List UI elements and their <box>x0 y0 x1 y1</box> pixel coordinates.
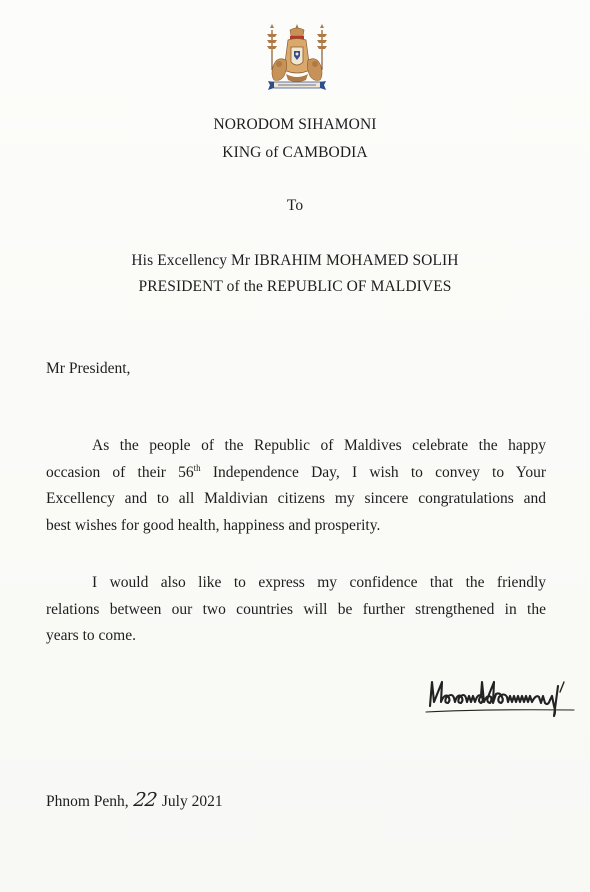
paragraph-line <box>46 460 546 487</box>
place-label: Phnom Penh, <box>46 793 129 810</box>
handwritten-day: 22 <box>132 789 158 811</box>
handwritten-signature <box>424 672 582 724</box>
paragraph-relations <box>46 570 546 650</box>
paragraph-congratulations <box>46 433 546 539</box>
month-year: July 2021 <box>161 793 223 810</box>
salutation: Mr President, <box>46 360 131 377</box>
royal-emblem-icon <box>258 20 336 108</box>
paragraph-line: Excellency and to all Maldivian citizens my sincere congratulations and <box>46 490 546 507</box>
paragraph-line: years to come. <box>46 627 136 644</box>
paragraph-line: I would also like to express my confidence that the friendly <box>92 574 546 591</box>
paragraph-line: As the people of the Republic of Maldives celebrate the happy <box>92 437 546 454</box>
recipient-title: PRESIDENT of the REPUBLIC OF MALDIVES <box>138 278 452 295</box>
paragraph-text: Independence Day, I wish to convey to Your <box>200 463 547 481</box>
paragraph-line: relations between our two countries will be further strengthened in the <box>46 600 546 618</box>
date-place-line <box>46 790 223 812</box>
sender-name: NORODOM SIHAMONI <box>213 116 377 133</box>
sender-title: KING of CAMBODIA <box>222 144 368 161</box>
paragraph-text: occasion of their 56 <box>46 463 194 481</box>
to-label: To <box>286 197 304 214</box>
paragraph-line: best wishes for good health, happiness and prosperity. <box>46 516 381 534</box>
ordinal-suffix: th <box>193 462 201 473</box>
recipient-name: His Excellency Mr IBRAHIM MOHAMED SOLIH <box>131 252 459 269</box>
